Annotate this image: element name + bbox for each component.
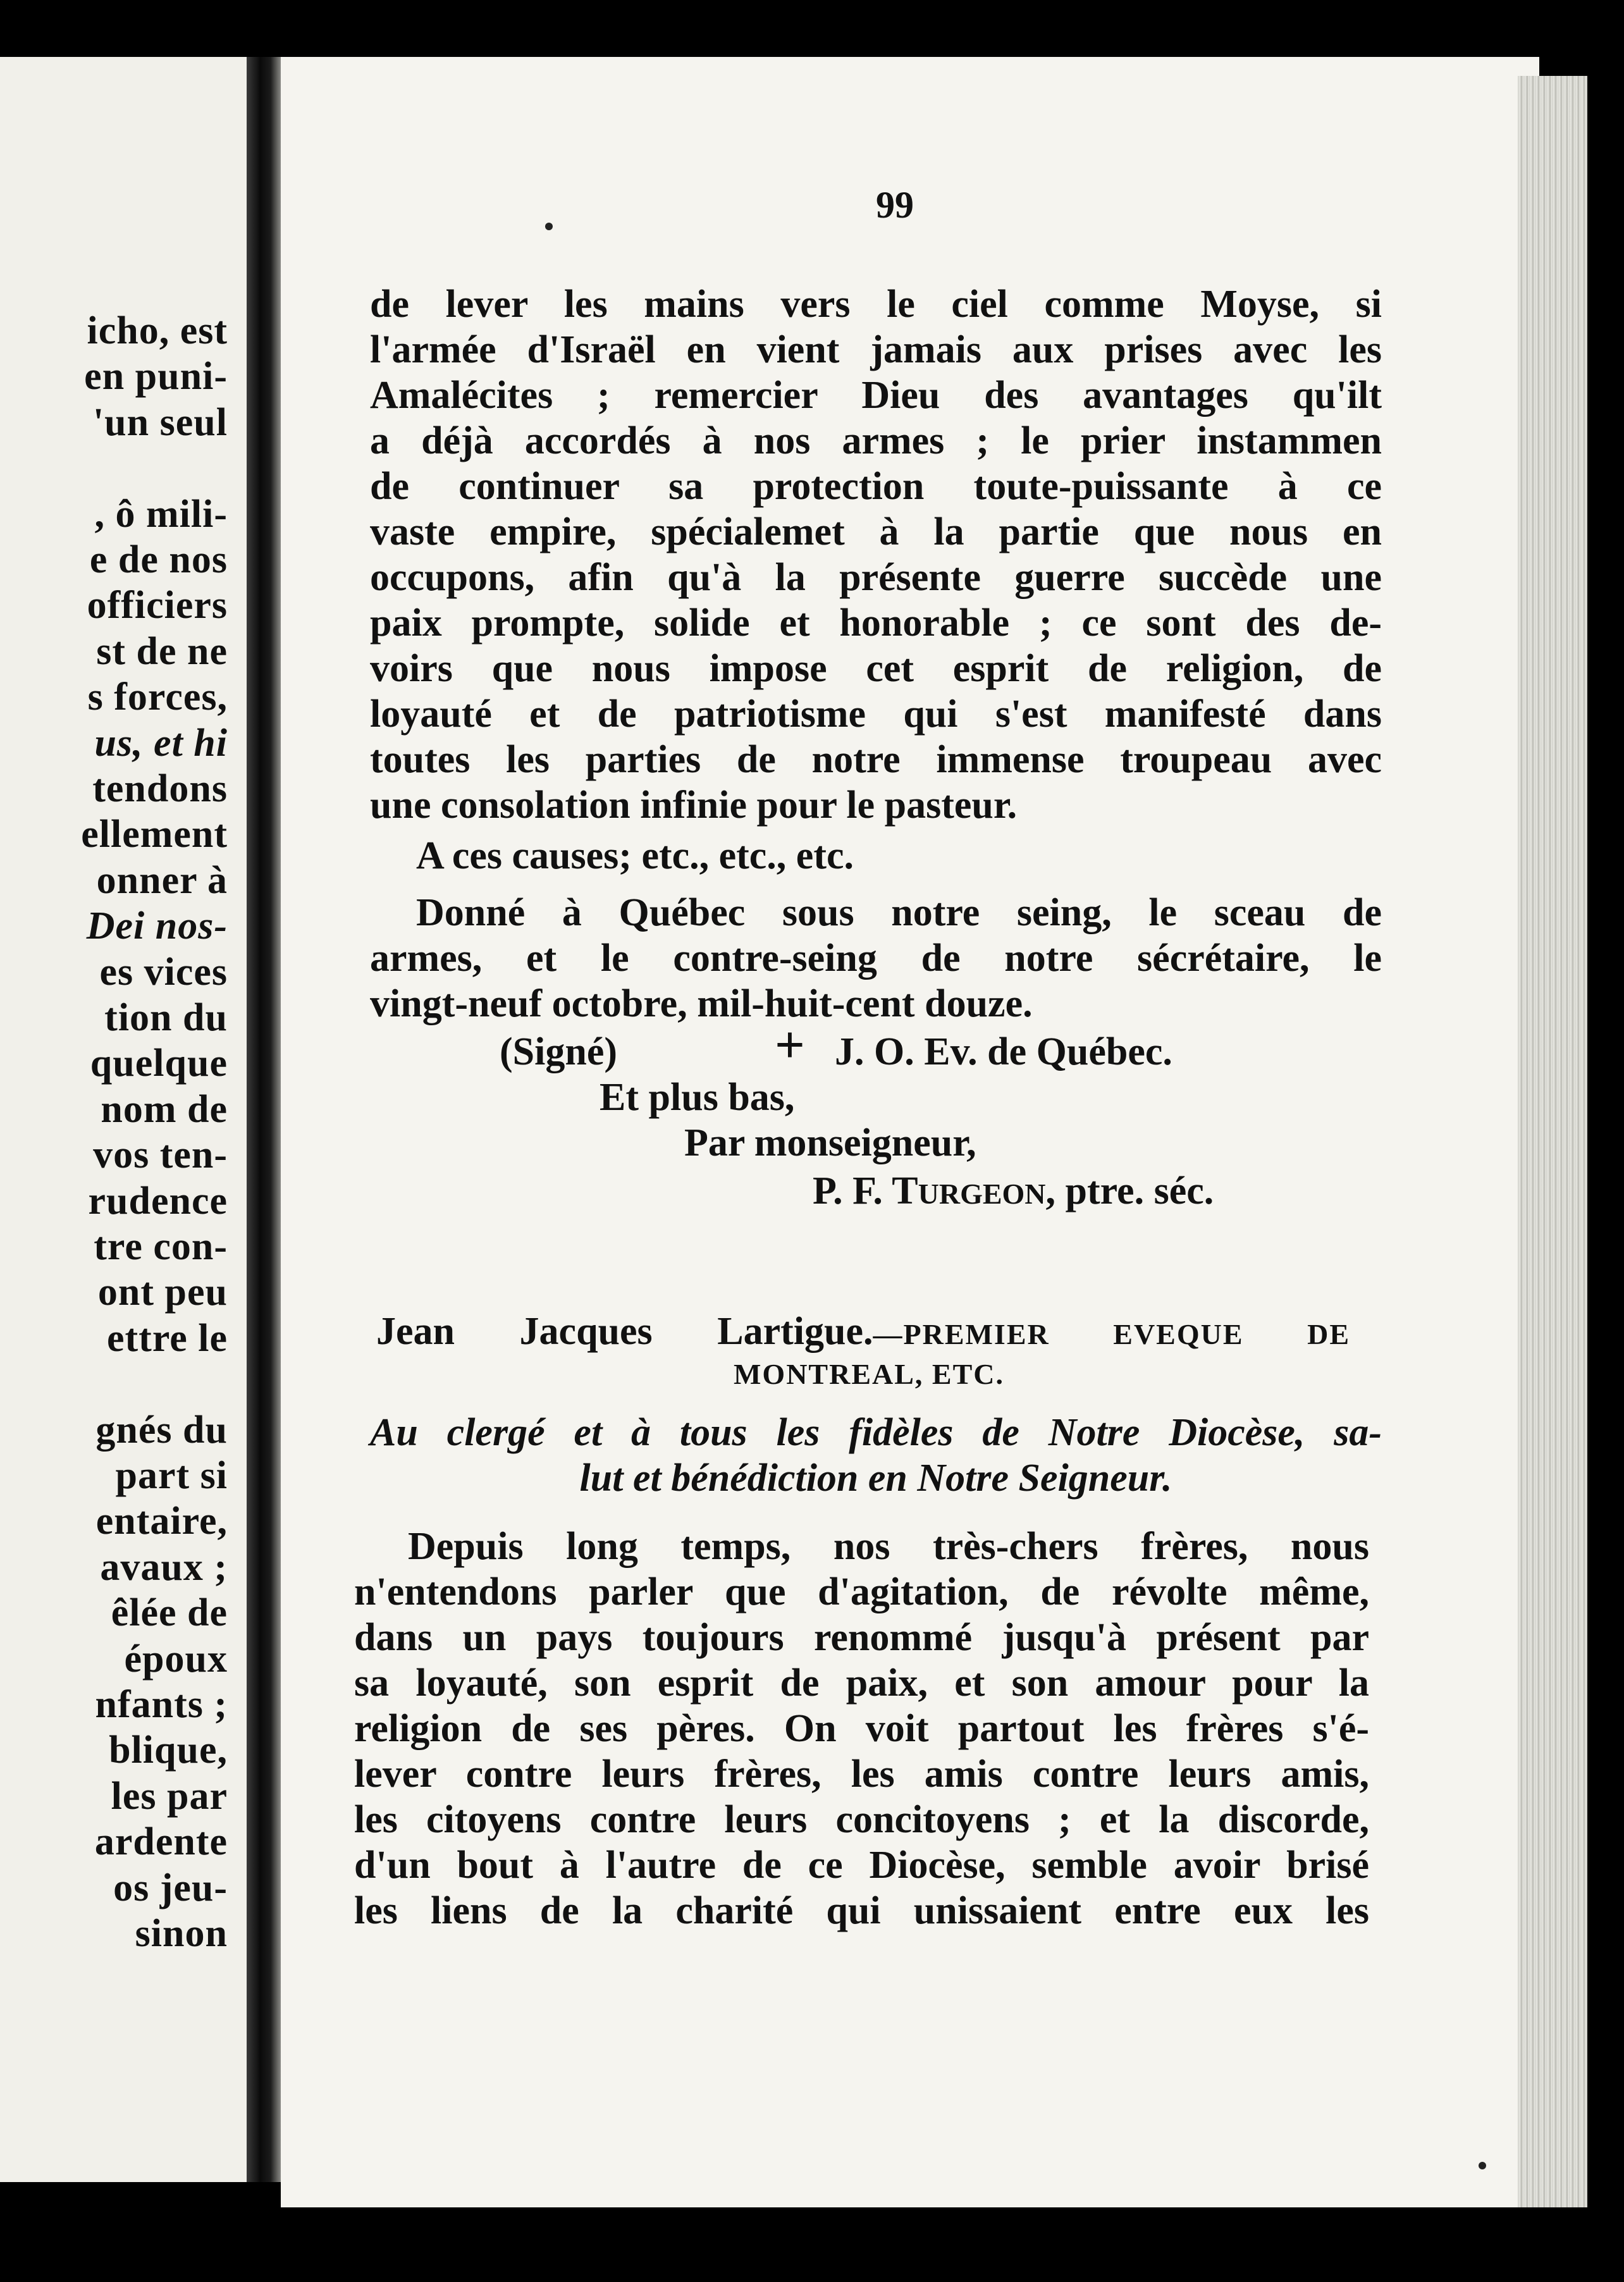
left-page-line: en puni- (84, 355, 228, 398)
text-line: les citoyens contre leurs concitoyens ; et la discorde, (354, 1798, 1369, 1841)
secretary-title: , ptre. séc. (1045, 1169, 1214, 1212)
left-page-line: quelque (90, 1042, 228, 1085)
left-page-line: les par (111, 1774, 228, 1818)
heading-rest: —PREMIER EVEQUE DE (873, 1318, 1351, 1350)
left-page-line: êlée de (111, 1591, 228, 1635)
left-page-line: onner à (96, 858, 228, 902)
text-line: vingt-neuf octobre, mil-huit-cent douze. (370, 982, 1033, 1025)
text-line: loyauté et de patriotisme qui s'est manifesté dans (370, 693, 1382, 736)
text-line: Amalécites ; remercier Dieu des avantages qu'ilt (370, 374, 1382, 417)
left-page-line: s forces, (87, 675, 228, 719)
left-page-line: gnés du (95, 1408, 228, 1452)
left-page-line: époux (124, 1637, 228, 1681)
signer-name: J. O. Ev. de Québec. (835, 1030, 1172, 1073)
left-page-line: vos ten- (93, 1133, 228, 1177)
left-page-line: 'un seul (92, 400, 228, 444)
text-line: d'un bout à l'autre de ce Diocèse, semble avoir brisé (354, 1844, 1369, 1887)
heading-name: Jean Jacques Lartigue. (376, 1310, 873, 1353)
section-heading (376, 1309, 1350, 1354)
left-page-line: e de nos (89, 538, 228, 581)
left-page-line: tendons (92, 767, 228, 810)
address-line: Au clergé et à tous les fidèles de Notre Diocèse, sa- (370, 1411, 1382, 1454)
left-page-line: Dei nos- (86, 904, 228, 948)
left-page-line: ellement (81, 813, 228, 856)
below-line: Et plus bas, (600, 1076, 795, 1119)
secretary-line (813, 1170, 1214, 1215)
left-page-line: ettre le (107, 1316, 228, 1360)
text-line: Donné à Québec sous notre seing, le sceau de (416, 891, 1382, 934)
left-page-line: , ô mili- (94, 492, 228, 536)
text-line: une consolation infinie pour le pasteur. (370, 784, 1018, 827)
text-line: les liens de la charité qui unissaient entre eux les (354, 1889, 1369, 1932)
left-page-line: tre con- (94, 1225, 228, 1268)
left-page-line: st de ne (96, 629, 228, 673)
left-page-line: sinon (135, 1912, 228, 1955)
text-line: toutes les parties de notre immense troupeau avec (370, 738, 1382, 781)
secretary-name-rest: URGEON (918, 1178, 1046, 1210)
left-page-line: nfants ; (95, 1683, 228, 1726)
left-page-line: us, et hi (94, 721, 228, 765)
text-line: de continuer sa protection toute-puissante à ce (370, 465, 1382, 508)
cross-mark: + (775, 1016, 805, 1075)
section-heading-line2 (734, 1357, 1004, 1391)
left-page-line: icho, est (87, 309, 228, 352)
text-line: a déjà accordés à nos armes ; le prier instammen (370, 419, 1382, 462)
left-page-line: entaire, (95, 1500, 228, 1543)
left-page-line: officiers (87, 584, 228, 627)
left-page-line: ardente (94, 1820, 228, 1864)
text-line: vaste empire, spécialemet à la partie que nous en (370, 510, 1382, 553)
text-line: religion de ses pères. On voit partout les frères s'é- (354, 1707, 1369, 1750)
text-line: sa loyauté, son esprit de paix, et son amour pour la (354, 1662, 1369, 1705)
text-line: voirs que nous impose cet esprit de religion, de (370, 647, 1382, 690)
text-line: armes, et le contre-seing de notre sécrétaire, le (370, 937, 1382, 980)
heading-line2: MONTREAL, ETC. (734, 1358, 1004, 1390)
ink-speck (545, 223, 553, 230)
left-page-line: nom de (101, 1087, 228, 1131)
text-line: n'entendons parler que d'agitation, de révolte même, (354, 1570, 1369, 1613)
left-page-line: ont peu (97, 1271, 228, 1314)
left-page-line: part si (115, 1454, 228, 1497)
signed-label: (Signé) (500, 1030, 617, 1073)
left-page-line: avaux ; (100, 1545, 228, 1589)
left-page-line: blique, (109, 1729, 228, 1772)
text-line: lever contre leurs frères, les amis contre leurs amis, (354, 1753, 1369, 1796)
text-line: occupons, afin qu'à la présente guerre succède une (370, 556, 1382, 599)
address-line: lut et bénédiction en Notre Seigneur. (579, 1457, 1172, 1500)
left-page-line: rudence (88, 1179, 228, 1223)
by-line: Par monseigneur, (684, 1121, 976, 1164)
left-page-line: tion du (104, 996, 228, 1039)
left-page-line: os jeu- (113, 1866, 228, 1909)
text-line: de lever les mains vers le ciel comme Moyse, si (370, 283, 1382, 326)
left-page-line: es vices (99, 950, 228, 994)
ink-speck (1479, 2162, 1486, 2169)
page-number: 99 (876, 184, 914, 226)
text-line: l'armée d'Israël en vient jamais aux prises avec les (370, 328, 1382, 371)
causes-line: A ces causes; etc., etc., etc. (416, 834, 854, 877)
text-line: dans un pays toujours renommé jusqu'à présent par (354, 1616, 1369, 1659)
text-line: Depuis long temps, nos très-chers frères, nous (408, 1525, 1369, 1568)
secretary-initials: P. F. (813, 1169, 883, 1212)
secretary-name-cap: T (892, 1169, 918, 1212)
text-line: paix prompte, solide et honorable ; ce sont des de- (370, 601, 1382, 645)
